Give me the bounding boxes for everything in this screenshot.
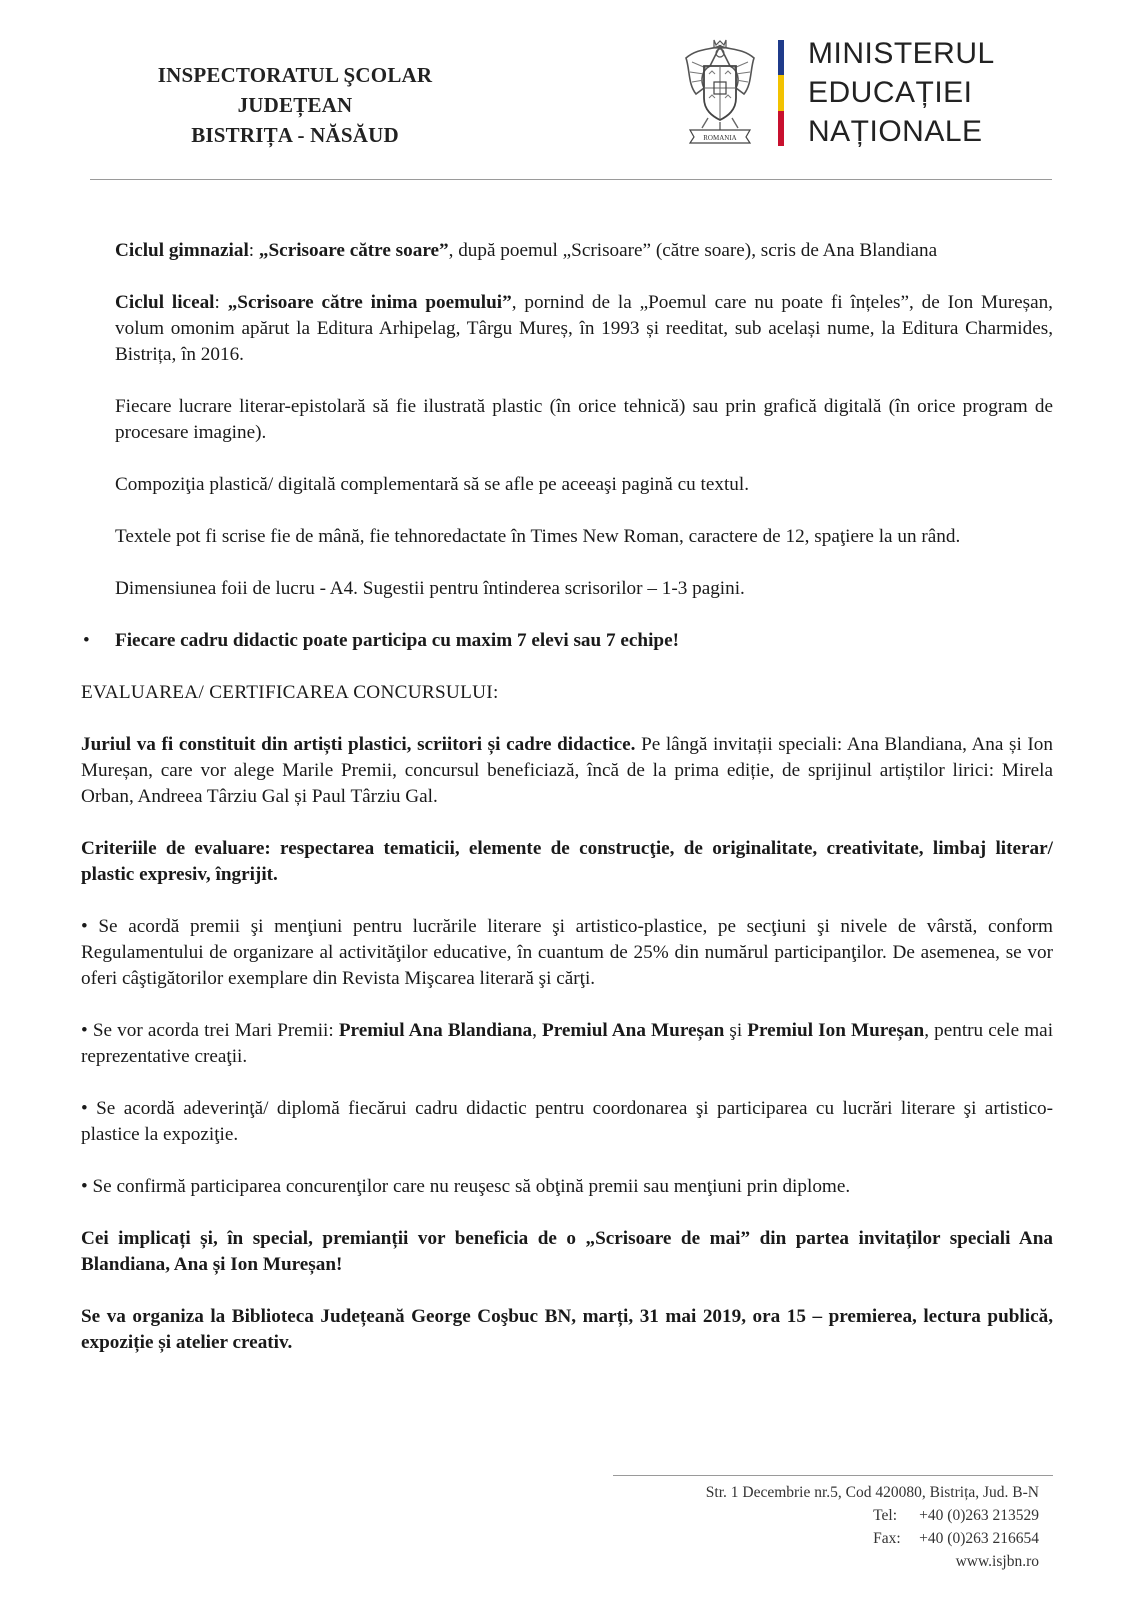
footer-divider xyxy=(613,1475,1053,1476)
awards-2-intro: • Se vor acorda trei Mari Premii: xyxy=(81,1020,339,1041)
coat-of-arms-icon xyxy=(680,36,760,144)
liceal-text: , pornind de la „Poemul care nu poate fi înțeles”, de Ion Mureșan, volum omonim apărut la Editura Arhipelag, Târgu Mureș, în 1993 și reeditat, sub același nume, la Editura Charmides, Bistrița, în 2016. xyxy=(115,292,1053,365)
bullet-marker: • xyxy=(83,630,90,651)
ministry-line-3: NAȚIONALE xyxy=(808,115,983,148)
flag-blue-stripe xyxy=(778,40,784,75)
ministry-name xyxy=(808,34,995,151)
criteria-paragraph xyxy=(81,836,1053,888)
awards-paragraph-4: • Se confirmă participarea concurenţilor care nu reuşesc să obţină premii sau menţiuni prin diplome. xyxy=(81,1176,851,1197)
composition-paragraph: Compoziţia plastică/ digitală complementară să se afle pe aceeaşi pagină cu textul. xyxy=(115,474,749,495)
institution-line-2: BISTRIȚA - NĂSĂUD xyxy=(191,123,399,147)
gimnazial-title: „Scrisoare către soare” xyxy=(258,240,449,261)
jury-text: Pe lângă invitații speciali: Ana Blandiana, Ana și Ion Mureșan, care vor alege Marile Premii, concursul beneficiază, încă de la prima ediție, de sprijinul artiștilor lirici: Mirela Orban, Andreea Târziu Gal și Paul Târziu Gal. xyxy=(81,734,1053,807)
flag-red-stripe xyxy=(778,111,784,146)
liceal-title: „Scrisoare către inima poemului” xyxy=(227,292,512,313)
jury-bold-text: Juriul va fi constituit din artiști plastici, scriitori și cadre didactice. xyxy=(81,734,636,755)
liceal-label: Ciclul liceal xyxy=(115,292,215,313)
awards-2-outro: , pentru cele mai reprezentative creaţii. xyxy=(81,1020,1054,1067)
awards-paragraph-3: • Se acordă adeverinţă/ diplomă fiecărui cadru didactic pentru coordonarea şi participarea cu lucrări literare şi artistico-plastice la expoziţie. xyxy=(81,1098,1053,1145)
award-ion-muresan: Premiul Ion Mureșan xyxy=(747,1020,925,1041)
closing-event-text: Se va organiza la Biblioteca Județeană George Coşbuc BN, marți, 31 mai 2019, ora 15 – premierea, lectura publică, expoziție și atelier creativ. xyxy=(81,1306,1053,1353)
tel-value: +40 (0)263 213529 xyxy=(919,1507,1039,1524)
contact-footer xyxy=(706,1481,1039,1573)
criteria-text: Criteriile de evaluare: respectarea tematicii, elemente de construcţie, de originalitate, creativitate, limbaj literar/ plastic expresiv, îngrijit. xyxy=(81,838,1053,885)
award-ana-muresan: Premiul Ana Mureșan xyxy=(542,1020,725,1041)
illustration-paragraph: Fiecare lucrare literar-epistolară să fie ilustrată plastic (în orice tehnică) sau prin grafică digitală (în orice program de procesare imagine). xyxy=(115,396,1053,443)
tel-label: Tel: xyxy=(873,1507,898,1524)
fax-label: Fax: xyxy=(873,1530,901,1547)
flag-tricolor xyxy=(778,40,784,146)
footer-address: Str. 1 Decembrie nr.5, Cod 420080, Bistrița, Jud. B-N xyxy=(705,1484,1039,1501)
footer-tel xyxy=(706,1504,1039,1527)
gimnazial-text: , după poemul „Scrisoare” (către soare), scris de Ana Blandiana xyxy=(448,240,938,261)
evaluation-heading: EVALUAREA/ CERTIFICAREA CONCURSULUI: xyxy=(81,682,499,703)
footer-website[interactable]: www.isjbn.ro xyxy=(955,1553,1039,1570)
closing-event-paragraph xyxy=(81,1304,1053,1356)
ministry-line-2: EDUCAȚIEI xyxy=(808,76,973,109)
dimension-paragraph: Dimensiunea foii de lucru - A4. Sugestii pentru întinderea scrisorilor – 1-3 pagini. xyxy=(115,578,745,599)
teachers-bullet xyxy=(81,628,1053,654)
gimnazial-label: Ciclul gimnazial xyxy=(115,240,249,261)
awards-paragraph-2 xyxy=(81,1018,1053,1070)
award-blandiana: Premiul Ana Blandiana xyxy=(338,1020,533,1041)
liceal-paragraph: Ciclul liceal: „Scrisoare către inima poemului”, pornind de la „Poemul care nu poate fi înțeles”, de Ion Mureșan, volum omonim apărut la Editura Arhipelag, Târgu Mureș, în 1993 și reeditat, sub același nume, la Editura Charmides, Bistrița, în 2016. xyxy=(115,292,1053,365)
awards-paragraph-1: • Se acordă premii şi menţiuni pentru lucrările literare şi artistico-plastice, pe secţiuni şi nivele de vârstă, conform Regulamentului de organizare al activităţilor educative, în cuantum de 25% din numărul participanţilor. De asemenea, se vor oferi câştigătorilor exemplare din Revista Mişcarea literară şi cărţi. xyxy=(81,916,1053,989)
gimnazial-paragraph: Ciclul gimnazial: „Scrisoare către soare”, după poemul „Scrisoare” (către soare), scris de Ana Blandiana xyxy=(115,240,938,261)
flag-yellow-stripe xyxy=(778,75,784,110)
institution-line-1: INSPECTORATUL ŞCOLAR JUDEȚEAN xyxy=(157,63,433,117)
crest-banner-text: ROMANIA xyxy=(703,134,737,142)
header-divider xyxy=(90,179,1052,180)
awards-2-separator: , xyxy=(532,1020,543,1041)
footer-fax xyxy=(706,1527,1039,1550)
fax-value: +40 (0)263 216654 xyxy=(919,1530,1039,1547)
closing-letter-paragraph xyxy=(81,1226,1053,1278)
jury-paragraph xyxy=(81,732,1053,810)
texts-paragraph: Textele pot fi scrise fie de mână, fie tehnoredactate în Times New Roman, caractere de 12, spaţiere la un rând. xyxy=(115,526,961,547)
ministry-line-1: MINISTERUL xyxy=(808,37,995,70)
awards-2-conjunction: şi xyxy=(724,1020,748,1041)
institution-name xyxy=(100,60,490,150)
document-body xyxy=(81,238,1053,1382)
closing-letter-text: Cei implicați și, în special, premianții vor beneficia de o „Scrisoare de mai” din partea invitaților speciali Ana Blandiana, Ana și Ion Mureșan! xyxy=(81,1228,1053,1275)
teachers-bullet-text: Fiecare cadru didactic poate participa cu maxim 7 elevi sau 7 echipe! xyxy=(115,630,679,651)
